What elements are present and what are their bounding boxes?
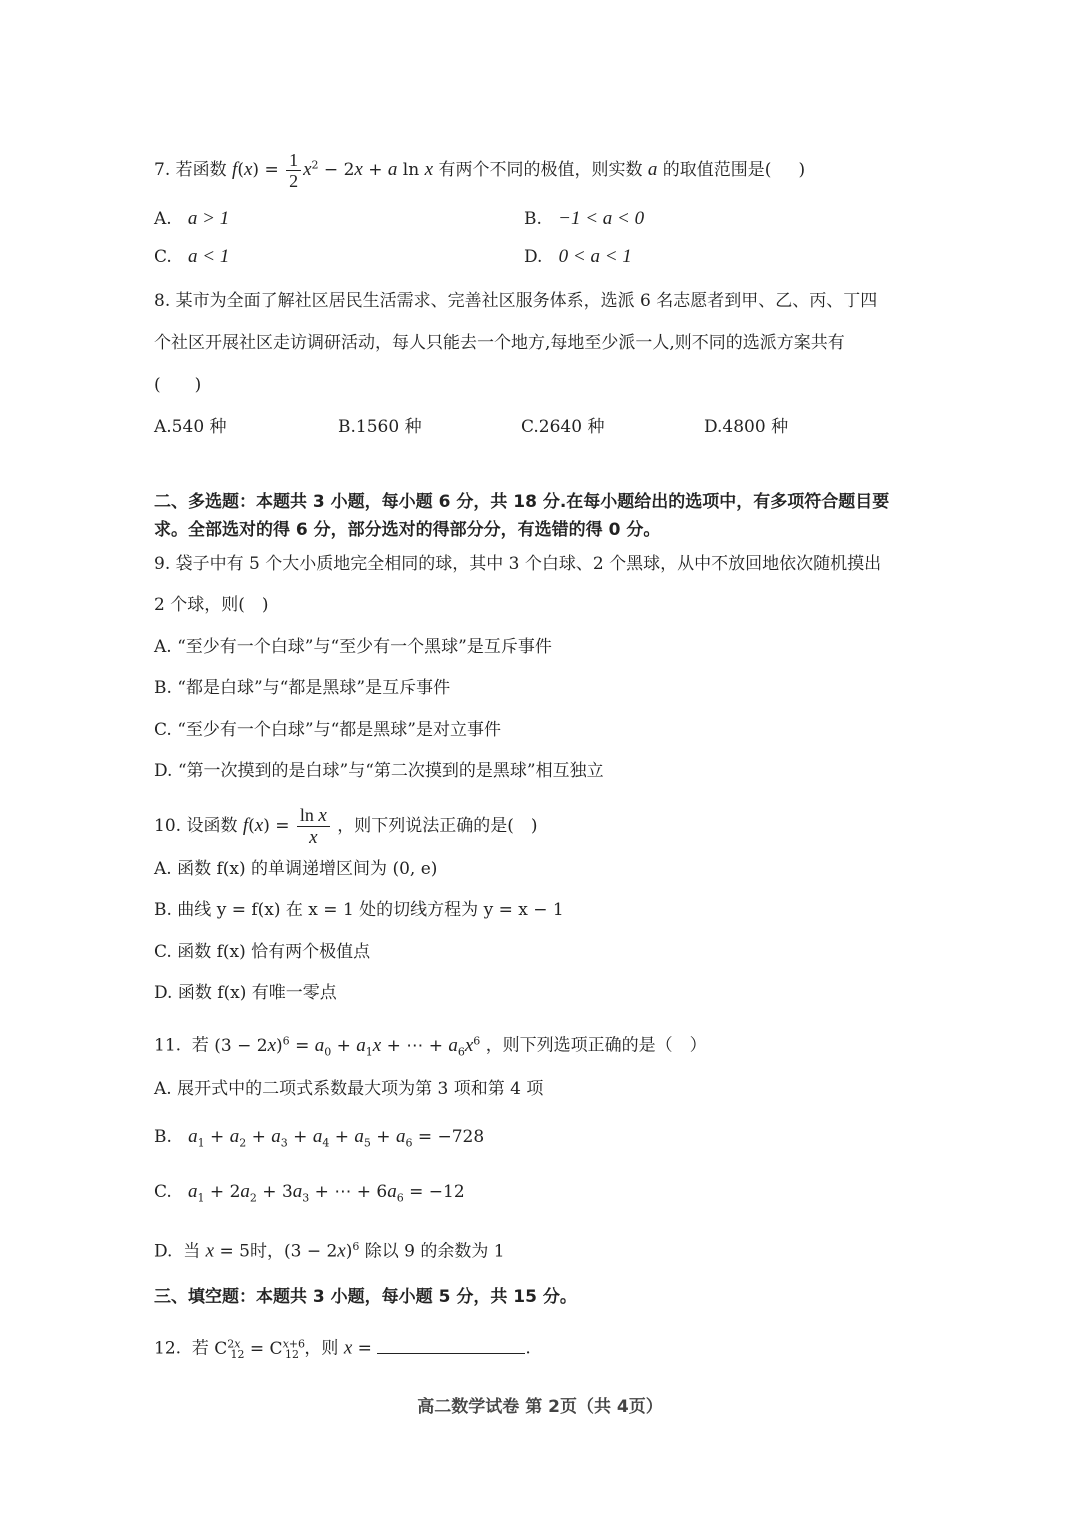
q10-option-d: D. 函数 f(x) 有唯一零点 [154, 983, 337, 1003]
q7-option-a-math: a > 1 [187, 208, 230, 229]
q11-prefix: 若 [191, 1035, 209, 1056]
q7-number: 7. [154, 160, 171, 180]
q11-expansion-formula: $(3 - 2x)^6 = a_0 + a_1x$ + ⋯ + $a_6x^6$ [214, 1034, 481, 1059]
q10-number: 10. [154, 816, 182, 836]
q8-option-d: D.4800 种 [704, 417, 789, 437]
section-3-heading: 三、填空题：本题共 3 小题，每小题 5 分，共 15 分。 [154, 1287, 577, 1307]
q7-option-d: D. 0 < a < 1 [524, 246, 632, 267]
q11-option-b: B. $a_1 + a_2 + a_3 + a_4 + a_5 + a_6 = -728$ [154, 1126, 485, 1150]
question-11 [154, 1028, 707, 1065]
q12-number: 12. [154, 1338, 182, 1359]
q7-prefix: 若函数 [175, 160, 227, 180]
section-2-heading-line-2: 求。全部选对的得 6 分，部分选对的得部分分，有选错的得 0 分。 [154, 520, 661, 540]
q8-option-a: A.540 种 [154, 417, 227, 437]
q9-line-2: 2 个球，则( ) [154, 595, 269, 615]
q8-option-c: C.2640 种 [521, 417, 605, 437]
q7-suffix2: 的取值范围是( [662, 160, 772, 180]
q9-option-a: A. “至少有一个白球”与“至少有一个黑球”是互斥事件 [154, 637, 552, 657]
section-2-heading-line-1: 二、多选题：本题共 3 小题，每小题 6 分，共 18 分.在每小题给出的选项中，有多项符合题目要 [154, 492, 890, 512]
q7-option-c-math: a < 1 [188, 246, 230, 267]
q12-prefix: 若 [191, 1338, 209, 1359]
page-footer: 高二数学试卷 第 2页（共 4页） [417, 1397, 663, 1417]
q11-option-a: A. 展开式中的二项式系数最大项为第 3 项和第 4 项 [154, 1079, 544, 1099]
q7-option-a: A. a > 1 [154, 208, 230, 229]
q7-function-formula: f(x) = $\frac{1}{2}$ $x^2 - 2x + a$ ln x [232, 150, 434, 191]
q9-option-b: B. “都是白球”与“都是黑球”是互斥事件 [154, 678, 451, 698]
q9-option-c: C. “至少有一个白球”与“都是黑球”是对立事件 [154, 720, 501, 740]
q10-option-a: A. 函数 f(x) 的单调递增区间为 (0, e) [154, 859, 438, 879]
q7-option-d-math: 0 < a < 1 [558, 246, 632, 267]
q10-prefix: 设函数 [186, 816, 238, 836]
q11-suffix: ，则下列选项正确的是（ ） [485, 1035, 707, 1056]
q10-option-c: C. 函数 f(x) 恰有两个极值点 [154, 942, 371, 962]
q11-number: 11. [154, 1035, 182, 1056]
q8-line-1: 8. 某市为全面了解社区居民生活需求、完善社区服务体系，选派 6 名志愿者到甲、乙、丙、丁四 [154, 291, 878, 311]
q8-line-3: ( ) [154, 375, 202, 395]
q9-option-d: D. “第一次摸到的是白球”与“第二次摸到的是黑球”相互独立 [154, 761, 604, 781]
q12-combination-formula: $C^{2x}_{12} = C^{x+6}_{12}$ [214, 1337, 305, 1362]
q10-suffix: ，则下列说法正确的是( ) [337, 816, 538, 836]
q7-option-b-math: −1 < a < 0 [558, 208, 645, 229]
q9-line-1: 9. 袋子中有 5 个大小质地完全相同的球，其中 3 个白球、2 个黑球，从中不放回地依次随机摸出 [154, 554, 882, 574]
question-12: 12. 若 $C^{2x}_{12} = C^{x+6}_{12}$ ，则 x = . [154, 1337, 531, 1362]
question-7: 7. 若函数 f(x) = $\frac{1}{2}$ $x^2 - 2x + a$ ln x 有两个不同的极值，则实数 a 的取值范围是( ) [154, 150, 806, 191]
q10-function-formula: f(x) = $\frac{\text{ln x}}{x}$ [243, 816, 337, 836]
q7-suffix: 有两个不同的极值，则实数 [438, 160, 643, 180]
q11-option-c: C. $a_1 + 2a_2 + 3a_3$ + ⋯ + $6a_6 = -12$ [154, 1181, 465, 1205]
question-10 [154, 805, 538, 848]
q7-option-c: C. a < 1 [154, 246, 230, 267]
q11-option-d: D. 当 x = 5时，$(3 - 2x)^6$ 除以 9 的余数为 1 [154, 1240, 505, 1262]
q7-option-b: B. −1 < a < 0 [524, 208, 645, 229]
q10-option-b: B. 曲线 y = f(x) 在 x = 1 处的切线方程为 y = x − 1 [154, 900, 564, 920]
q12-suffix: ，则 [304, 1338, 339, 1359]
q12-answer-blank[interactable] [377, 1339, 525, 1354]
q8-option-b: B.1560 种 [338, 417, 422, 437]
q8-line-2: 个社区开展社区走访调研活动，每人只能去一个地方,每地至少派一人,则不同的选派方案共有 [154, 333, 845, 353]
